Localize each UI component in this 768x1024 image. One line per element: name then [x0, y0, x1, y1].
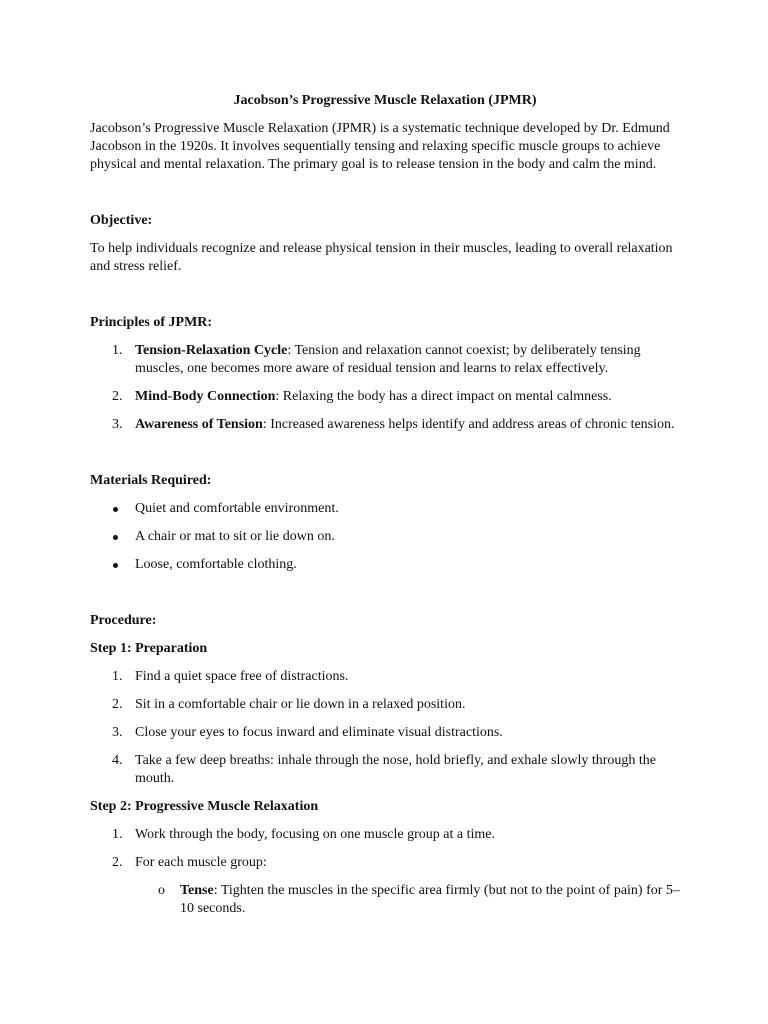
- list-item: [90, 752, 680, 788]
- list-item: [90, 826, 680, 844]
- list-number: 3.: [112, 725, 123, 740]
- list-number: 1.: [112, 343, 123, 358]
- principle-term: Mind-Body Connection: [135, 389, 276, 404]
- sub-item-text: : Tighten the muscles in the specific area firmly (but not to the point of pain) for 5–10 seconds.: [180, 883, 680, 916]
- material-text: Loose, comfortable clothing.: [135, 557, 297, 572]
- list-item: [90, 416, 680, 434]
- list-number: 2.: [112, 855, 123, 870]
- step1-list: [90, 668, 680, 788]
- list-number: 2.: [112, 389, 123, 404]
- list-item: [90, 854, 680, 872]
- list-item: [90, 724, 680, 742]
- principle-term: Awareness of Tension: [135, 417, 263, 432]
- step2-sub-list: [90, 882, 680, 918]
- bullet-icon: [113, 535, 118, 540]
- step-text: Work through the body, focusing on one muscle group at a time.: [135, 827, 495, 842]
- list-number: 1.: [112, 827, 123, 842]
- principle-text: : Tension and relaxation cannot coexist; by deliberately tensing muscles, one becomes more aware of residual tension and learns to relax effectively.: [135, 343, 641, 376]
- principle-term: Tension-Relaxation Cycle: [135, 343, 288, 358]
- principles-heading: Principles of JPMR:: [90, 315, 213, 330]
- intro-paragraph: Jacobson’s Progressive Muscle Relaxation (JPMR) is a systematic technique developed by Dr. Edmund Jacobson in the 1920s. It involves sequentially tensing and relaxing specific muscle groups to achieve physical and mental relaxation. The primary goal is to release tension in the body and calm the mind.: [90, 121, 670, 172]
- list-number: 4.: [112, 753, 123, 768]
- material-text: A chair or mat to sit or lie down on.: [135, 529, 335, 544]
- sub-list-item: [90, 882, 680, 918]
- list-item: [90, 528, 680, 546]
- step-text: Sit in a comfortable chair or lie down in a relaxed position.: [135, 697, 466, 712]
- material-text: Quiet and comfortable environment.: [135, 501, 339, 516]
- step-text: Take a few deep breaths: inhale through the nose, hold briefly, and exhale slowly through the mouth.: [135, 753, 657, 786]
- sub-item-term: Tense: [180, 883, 214, 898]
- list-number: 1.: [112, 669, 123, 684]
- step1-heading: Step 1: Preparation: [90, 641, 208, 656]
- list-item: [90, 388, 680, 406]
- objective-text: To help individuals recognize and release physical tension in their muscles, leading to overall relaxation and stress relief.: [90, 241, 673, 274]
- list-item: [90, 668, 680, 686]
- step2-heading: Step 2: Progressive Muscle Relaxation: [90, 799, 319, 814]
- bullet-icon: [113, 563, 118, 568]
- step2-list: [90, 826, 680, 872]
- step-text: Find a quiet space free of distractions.: [135, 669, 349, 684]
- list-item: [90, 696, 680, 714]
- list-item: [90, 342, 680, 378]
- list-item: [90, 500, 680, 518]
- objective-heading: Objective:: [90, 213, 153, 228]
- list-number: 2.: [112, 697, 123, 712]
- principle-text: : Increased awareness helps identify and address areas of chronic tension.: [262, 417, 675, 432]
- step-text: For each muscle group:: [135, 855, 267, 870]
- principles-list: [90, 342, 680, 434]
- principle-text: : Relaxing the body has a direct impact on mental calmness.: [275, 389, 612, 404]
- step-text: Close your eyes to focus inward and eliminate visual distractions.: [135, 725, 503, 740]
- circle-bullet-icon: o: [158, 883, 165, 898]
- materials-list: [90, 500, 680, 574]
- document-title: Jacobson’s Progressive Muscle Relaxation (JPMR): [233, 93, 537, 108]
- bullet-icon: [113, 507, 118, 512]
- materials-heading: Materials Required:: [90, 473, 212, 488]
- list-number: 3.: [112, 417, 123, 432]
- procedure-heading: Procedure:: [90, 613, 157, 628]
- document-page: [90, 92, 680, 918]
- list-item: [90, 556, 680, 574]
